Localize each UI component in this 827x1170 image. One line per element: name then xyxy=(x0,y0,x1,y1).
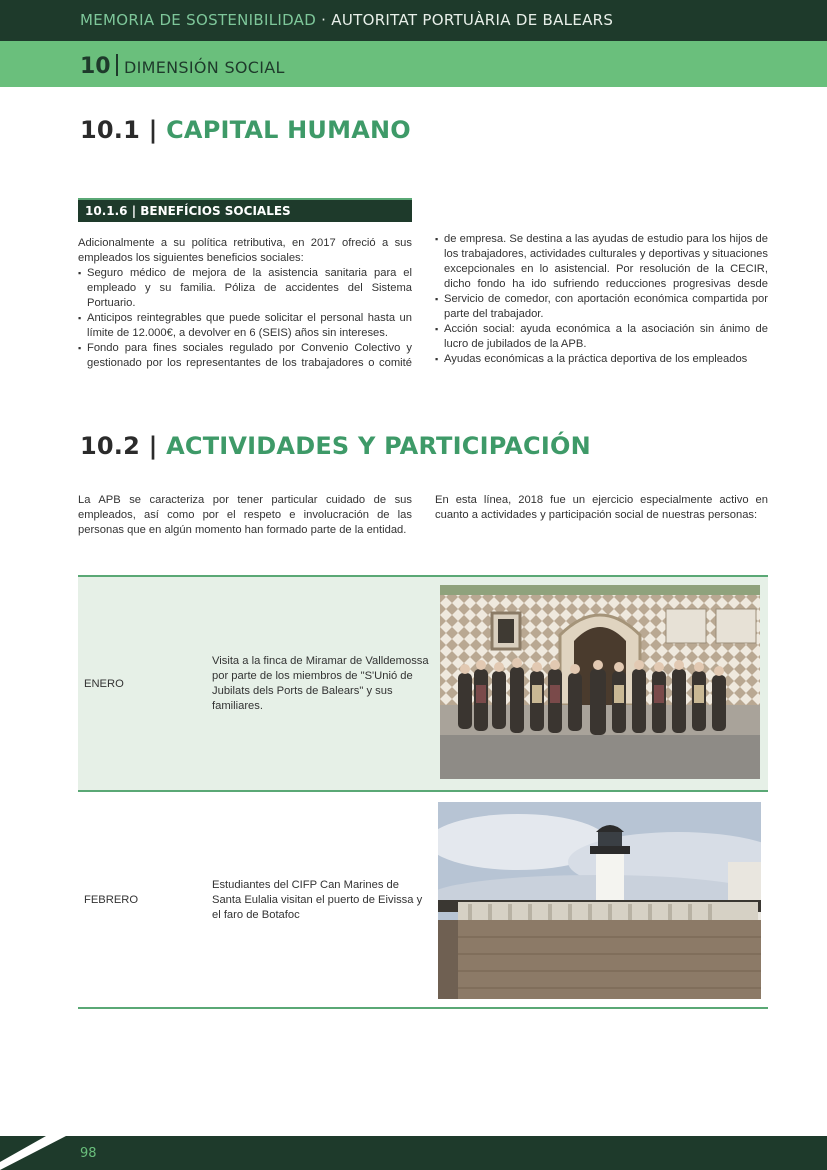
photo-botafoc-image xyxy=(438,802,761,999)
heading-title: ACTIVIDADES Y PARTICIPACIÓN xyxy=(166,432,591,460)
benefits-list-part2 xyxy=(435,232,768,367)
report-title: MEMORIA DE SOSTENIBILIDAD xyxy=(80,11,317,29)
organization-name: AUTORITAT PORTUÀRIA DE BALEARS xyxy=(331,11,614,29)
header-title xyxy=(80,11,613,29)
table-bottom-rule xyxy=(78,1007,768,1009)
benefits-right-column xyxy=(435,232,768,367)
header-separator: · xyxy=(316,11,332,29)
table-cell-month: FEBRERO xyxy=(84,894,139,906)
section-title: DIMENSIÓN SOCIAL xyxy=(124,58,285,77)
heading-separator: | xyxy=(148,116,158,144)
subsection-header xyxy=(78,198,412,222)
footer-stripe-decoration xyxy=(0,1136,70,1170)
section-bar xyxy=(0,41,827,87)
benefits-intro: Adicionalmente a su política retributiva, en 2017 ofreció a sus empleados los siguientes beneficios sociales: xyxy=(78,237,412,264)
photo-miramar-group xyxy=(440,585,760,779)
benefit-item: ▪ Seguro médico de mejora de la asistencia sanitaria para el empleado y su familia. Póliza de accidentes del Sistema Portuario. xyxy=(78,266,412,311)
photo-botafoc-lighthouse xyxy=(438,802,761,999)
table-top-rule xyxy=(78,575,768,577)
subsection-title: 10.1.6 | BENEFÍCIOS SOCIALES xyxy=(85,204,291,218)
benefits-left-column xyxy=(78,236,412,371)
heading-actividades xyxy=(80,432,591,460)
benefit-item: ▪ Ayudas económicas a la práctica deportiva de los empleados xyxy=(435,352,768,367)
benefit-item: ▪ Acción social: ayuda económica a la asociación sin ánimo de lucro de jubilados de la APB. xyxy=(435,322,768,352)
section-number: 10 xyxy=(80,54,111,79)
top-header-bar xyxy=(0,0,827,41)
benefit-item-continued xyxy=(435,232,768,292)
heading-title: CAPITAL HUMANO xyxy=(166,116,411,144)
table-cell-description: Estudiantes del CIFP Can Marines de Santa Eulalia visitan el puerto de Eivissa y el faro de Botafoc xyxy=(212,879,423,921)
benefit-item-text: Fondo para fines sociales regulado por Convenio Colectivo y gestionado por los representantes de los trabajadores o comité xyxy=(87,342,412,369)
heading-number: 10.2 xyxy=(80,432,141,460)
table-row-divider xyxy=(78,790,768,792)
benefit-item: ▪ Anticipos reintegrables que puede solicitar el personal hasta un límite de 12.000€, a devolver en 6 (SEIS) años sin intereses. xyxy=(78,311,412,341)
photo-miramar-image xyxy=(440,585,760,779)
benefit-item-continued-text: ▪ de empresa. Se destina a las ayudas de estudio para los hijos de los trabajadores, actividades culturales y deportivas y situaciones excepcionales en lo asistencial. Por resolución de la CECIR, dicho fondo ha ido sufriendo reducciones progresivas desde xyxy=(444,233,768,290)
section-divider xyxy=(116,54,118,76)
heading-separator: | xyxy=(148,432,158,460)
benefit-item: ▪ Servicio de comedor, con aportación económica compartida por parte del trabajador. xyxy=(435,292,768,322)
heading-capital-humano xyxy=(80,116,411,144)
footer-bar xyxy=(0,1136,827,1170)
activities-intro-right: En esta línea, 2018 fue un ejercicio especialmente activo en cuanto a actividades y participación social de nuestras personas: xyxy=(435,494,768,521)
benefit-item xyxy=(78,341,412,371)
benefits-list-part1 xyxy=(78,266,412,371)
activities-intro-left: La APB se caracteriza por tener particular cuidado de sus empleados, así como por el respeto e involucración de las personas que en algún momento han formado parte de la entidad. xyxy=(78,494,412,536)
table-cell-month: ENERO xyxy=(84,678,124,690)
table-cell-description: Visita a la finca de Miramar de Valldemossa por parte de los miembros de "S'Unió de Jubilats dels Ports de Balears" y sus familiares. xyxy=(212,655,429,712)
heading-number: 10.1 xyxy=(80,116,141,144)
page-number: 98 xyxy=(80,1146,97,1161)
